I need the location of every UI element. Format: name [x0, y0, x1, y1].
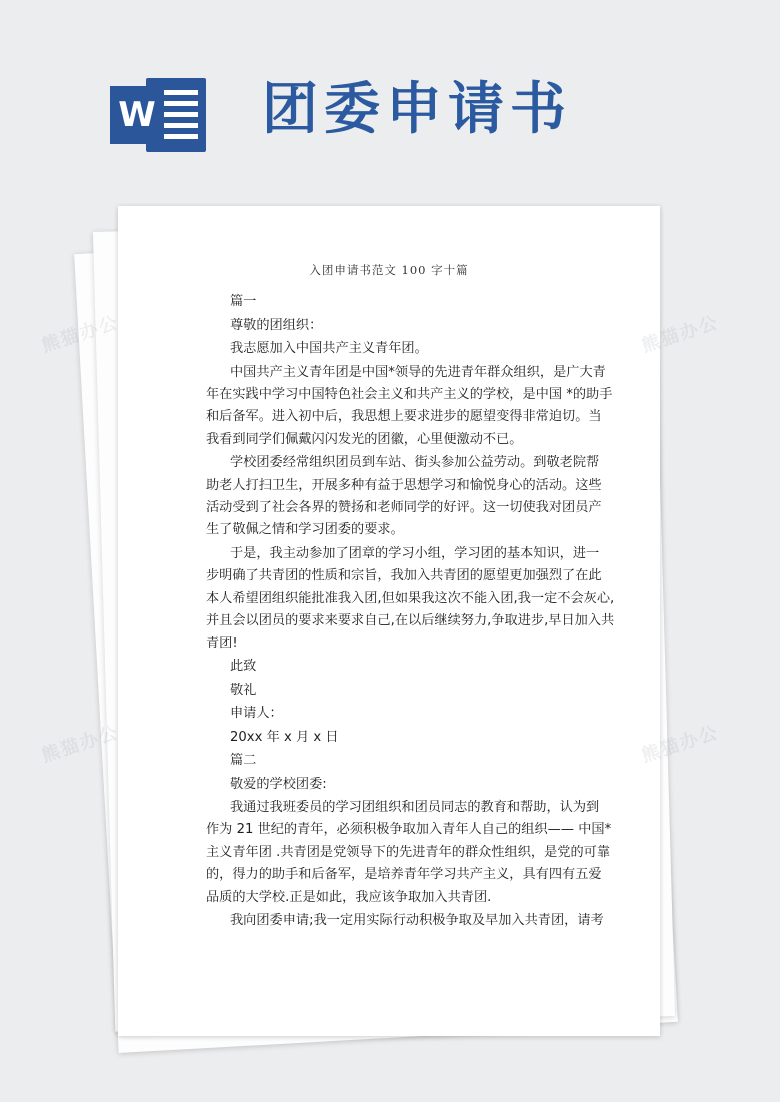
paragraph-line: 活动受到了社会各界的赞扬和老师同学的好评。这一切使我对团员产 — [206, 500, 602, 515]
paragraph-line: 我通过我班委员的学习团组织和团员同志的教育和帮助，认为到 — [230, 800, 600, 815]
document-page — [118, 206, 660, 1036]
paragraph-line: 作为 21 世纪的青年，必须积极争取加入青年人自己的组织—— 中国* — [206, 822, 612, 838]
paragraph-line: 学校团委经常组织团员到车站、街头参加公益劳动。到敬老院帮 — [230, 455, 600, 471]
text-line: 20xx 年 x 月 x 日 — [230, 729, 339, 745]
page-title: 团委申请书 — [262, 77, 572, 142]
text-line: 敬礼 — [230, 682, 257, 698]
paragraph-line: 中国共产主义青年团是中国*领导的先进青年群众组织，是广大青 — [230, 364, 606, 380]
paragraph-line: 于是，我主动参加了团章的学习小组，学习团的基本知识，进一 — [230, 545, 600, 561]
paragraph-line: 青团! — [206, 635, 238, 651]
text-line: 我志愿加入中国共产主义青年团。 — [230, 341, 428, 356]
paragraph-line: 年在实践中学习中国特色社会主义和共产主义的学校，是中国 *的助手 — [206, 386, 613, 402]
paragraph-line: 和后备军。进入初中后，我思想上要求进步的愿望变得非常迫切。当 — [206, 409, 602, 425]
header — [0, 0, 780, 205]
paragraph-line: 并且会以团员的要求来要求自己,在以后继续努力,争取进步,早日加入共 — [206, 613, 615, 629]
paragraph-line: 本人希望团组织能批准我入团,但如果我这次不能入团,我一定不会灰心, — [206, 590, 615, 606]
paragraph-line: 步明确了共青团的性质和宗旨，我加入共青团的愿望更加强烈了在此 — [206, 568, 602, 584]
paragraph-line: 我向团委申请;我一定用实际行动积极争取及早加入共青团，请考 — [230, 913, 604, 929]
paragraph-line: 的，得力的助手和后备军，是培养青年学习共产主义，具有四有五爱 — [206, 867, 602, 883]
paragraph-line: 助老人打扫卫生，开展多种有益于思想学习和愉悦身心的活动。这些 — [206, 477, 602, 493]
paragraph-line: 我看到同学们佩戴闪闪发光的团徽，心里便激动不已。 — [206, 431, 523, 447]
word-logo-letter: W — [118, 95, 156, 135]
paragraph-line: 主义青年团 .共青团是党领导下的先进青年的群众性组织，是党的可靠 — [206, 844, 611, 860]
text-line: 篇二 — [230, 753, 257, 768]
text-line: 篇一 — [230, 294, 257, 309]
document-title: 入团申请书范文 100 字十篇 — [309, 263, 469, 277]
paragraph-line: 品质的大学校.正是如此，我应该争取加入共青团. — [206, 889, 492, 905]
word-icon — [108, 72, 212, 158]
watermark: 熊猫办公 — [639, 722, 722, 767]
watermark: 熊猫办公 — [39, 722, 122, 767]
text-line: 尊敬的团组织： — [230, 317, 323, 333]
paragraph-line: 生了敬佩之情和学习团委的要求。 — [206, 522, 404, 538]
watermark: 熊猫办公 — [639, 312, 722, 357]
text-line: 此致 — [230, 659, 257, 674]
text-line: 敬爱的学校团委: — [230, 776, 327, 792]
text-line: 申请人： — [230, 706, 283, 721]
